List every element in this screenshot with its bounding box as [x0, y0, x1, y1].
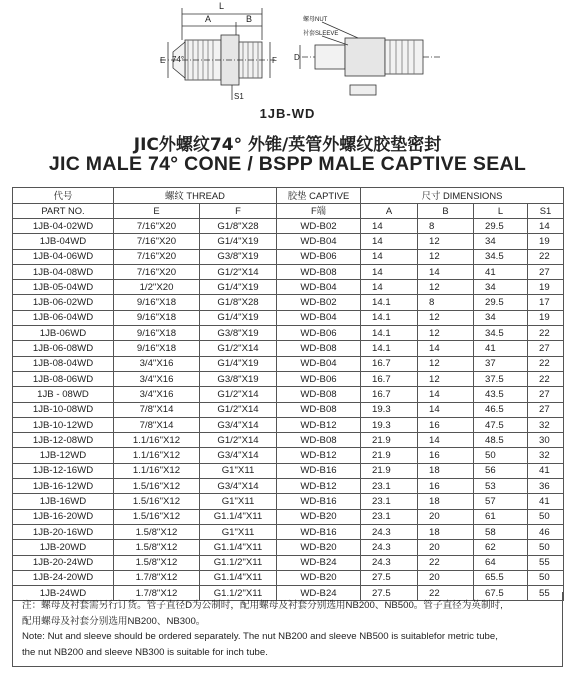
- cell-seal: WD-B16: [277, 524, 361, 539]
- cell-dim-b: 8: [418, 295, 474, 310]
- cell-dim-s1: 50: [528, 509, 564, 524]
- cell-seal: WD-B16: [277, 494, 361, 509]
- cell-dim-a: 14: [361, 234, 418, 249]
- cell-dim-b: 18: [418, 463, 474, 478]
- note-cn-line-2: 配用螺母及衬套分别选用NB200、NB300。: [22, 615, 206, 627]
- cell-seal: WD-B08: [277, 264, 361, 279]
- cell-dim-l: 34.5: [474, 249, 528, 264]
- cell-thread-f: G1/2"X14: [200, 387, 277, 402]
- cell-dim-l: 34.5: [474, 326, 528, 341]
- cell-thread-f: G1.1/2"X11: [200, 555, 277, 570]
- cell-dim-s1: 22: [528, 371, 564, 386]
- header-s1: S1: [528, 203, 564, 219]
- cell-thread-e: 1.5/8"X12: [114, 540, 200, 555]
- cell-seal: WD-B02: [277, 295, 361, 310]
- cell-dim-b: 12: [418, 249, 474, 264]
- table-row: [13, 219, 564, 234]
- cell-dim-s1: 30: [528, 433, 564, 448]
- cell-dim-a: 23.1: [361, 494, 418, 509]
- cell-thread-f: G1"X11: [200, 494, 277, 509]
- cell-seal: WD-B24: [277, 586, 361, 601]
- cell-thread-f: G1/4"X19: [200, 234, 277, 249]
- cell-dim-a: 21.9: [361, 463, 418, 478]
- cell-dim-l: 50: [474, 448, 528, 463]
- cell-dim-b: 14: [418, 433, 474, 448]
- table-row: [13, 463, 564, 478]
- cell-seal: WD-B06: [277, 326, 361, 341]
- cell-dim-l: 47.5: [474, 417, 528, 432]
- cell-dim-s1: 19: [528, 310, 564, 325]
- table-row: [13, 524, 564, 539]
- cell-dim-a: 14.1: [361, 295, 418, 310]
- label-f: F: [272, 56, 277, 65]
- cell-dim-b: 20: [418, 540, 474, 555]
- cell-part-no: 1JB-12-08WD: [13, 433, 114, 448]
- cell-thread-e: 1.7/8"X12: [114, 586, 200, 601]
- page-title-en: JIC MALE 74° CONE / BSPP MALE CAPTIVE SEAL: [48, 153, 527, 175]
- cell-dim-l: 37.5: [474, 371, 528, 386]
- cell-thread-f: G3/4"X14: [200, 479, 277, 494]
- cell-dim-a: 14: [361, 264, 418, 279]
- cell-dim-l: 41: [474, 264, 528, 279]
- cell-dim-l: 37: [474, 356, 528, 371]
- cell-dim-b: 22: [418, 586, 474, 601]
- cell-thread-e: 1.5/16"X12: [114, 509, 200, 524]
- label-b: B: [246, 14, 253, 24]
- cell-dim-a: 21.9: [361, 448, 418, 463]
- cell-thread-f: G1/8"X28: [200, 219, 277, 234]
- cell-dim-b: 16: [418, 417, 474, 432]
- cell-part-no: 1JB-06-02WD: [13, 295, 114, 310]
- cell-seal: WD-B04: [277, 280, 361, 295]
- cell-thread-e: 1.1/16"X12: [114, 433, 200, 448]
- cell-thread-e: 1.5/16"X12: [114, 494, 200, 509]
- label-sleeve: 衬套SLEEVE: [303, 31, 339, 37]
- cell-dim-l: 67.5: [474, 586, 528, 601]
- cell-dim-s1: 27: [528, 387, 564, 402]
- cell-dim-l: 58: [474, 524, 528, 539]
- cell-dim-l: 57: [474, 494, 528, 509]
- cell-seal: WD-B08: [277, 402, 361, 417]
- cell-dim-a: 24.3: [361, 555, 418, 570]
- cell-thread-e: 7/16"X20: [114, 264, 200, 279]
- cell-dim-s1: 36: [528, 479, 564, 494]
- cell-part-no: 1JB-06-04WD: [13, 310, 114, 325]
- cell-seal: WD-B12: [277, 417, 361, 432]
- cell-dim-s1: 27: [528, 402, 564, 417]
- cell-dim-b: 12: [418, 371, 474, 386]
- header-b: B: [418, 203, 474, 219]
- cell-thread-f: G1.1/4"X11: [200, 540, 277, 555]
- cell-dim-a: 14: [361, 249, 418, 264]
- cell-dim-a: 24.3: [361, 540, 418, 555]
- cell-dim-b: 14: [418, 264, 474, 279]
- cell-thread-f: G1.1/4"X11: [200, 570, 277, 585]
- cell-thread-e: 1.1/16"X12: [114, 463, 200, 478]
- table-row: [13, 234, 564, 249]
- header-seal: 胶垫 CAPTIVE: [277, 188, 361, 204]
- cell-part-no: 1JB-04-02WD: [13, 219, 114, 234]
- cell-dim-l: 53: [474, 479, 528, 494]
- cell-thread-f: G3/8"X19: [200, 249, 277, 264]
- cell-seal: WD-B04: [277, 356, 361, 371]
- cell-dim-l: 43.5: [474, 387, 528, 402]
- cell-dim-l: 29.5: [474, 219, 528, 234]
- cell-dim-b: 16: [418, 479, 474, 494]
- cell-dim-a: 14: [361, 280, 418, 295]
- cell-part-no: 1JB-10-08WD: [13, 402, 114, 417]
- cell-part-no: 1JB-16-20WD: [13, 509, 114, 524]
- cell-part-no: 1JB-04-08WD: [13, 264, 114, 279]
- cell-thread-f: G1/2"X14: [200, 433, 277, 448]
- cell-thread-f: G3/4"X14: [200, 448, 277, 463]
- cell-seal: WD-B24: [277, 555, 361, 570]
- table-row: [13, 479, 564, 494]
- cell-thread-f: G1.1/4"X11: [200, 509, 277, 524]
- cell-dim-b: 16: [418, 448, 474, 463]
- cell-seal: WD-B08: [277, 341, 361, 356]
- cell-dim-s1: 17: [528, 295, 564, 310]
- cell-dim-l: 46.5: [474, 402, 528, 417]
- header-dimensions: 尺寸 DIMENSIONS: [361, 188, 564, 204]
- header-f: F: [200, 203, 277, 219]
- table-row: [13, 326, 564, 341]
- cell-part-no: 1JB-20WD: [13, 540, 114, 555]
- cell-dim-s1: 46: [528, 524, 564, 539]
- cell-thread-f: G1/2"X14: [200, 264, 277, 279]
- cell-thread-f: G3/4"X14: [200, 417, 277, 432]
- cell-dim-a: 19.3: [361, 402, 418, 417]
- cell-dim-a: 16.7: [361, 387, 418, 402]
- cell-dim-a: 21.9: [361, 433, 418, 448]
- cell-thread-e: 7/8"X14: [114, 402, 200, 417]
- cell-thread-f: G1/4"X19: [200, 356, 277, 371]
- note-en-line-1: Note: Nut and sleeve should be ordered separately. The nut NB200 and sleeve NB500 is suitablefor metric tube,: [22, 631, 498, 642]
- table-row: [13, 387, 564, 402]
- cell-seal: WD-B12: [277, 448, 361, 463]
- cell-dim-s1: 27: [528, 264, 564, 279]
- cell-seal: WD-B20: [277, 570, 361, 585]
- cell-dim-l: 34: [474, 280, 528, 295]
- cell-part-no: 1JB-05-04WD: [13, 280, 114, 295]
- table-row: [13, 371, 564, 386]
- header-a: A: [361, 203, 418, 219]
- cell-thread-e: 7/16"X20: [114, 234, 200, 249]
- cell-dim-b: 12: [418, 326, 474, 341]
- table-row: [13, 341, 564, 356]
- note-en-line-2: the nut NB200 and sleeve NB300 is suitable for inch tube.: [22, 646, 268, 658]
- note-box: [12, 592, 563, 667]
- cell-dim-s1: 27: [528, 341, 564, 356]
- cell-part-no: 1JB-20-16WD: [13, 524, 114, 539]
- cell-thread-e: 7/16"X20: [114, 249, 200, 264]
- cell-part-no: 1JB-06WD: [13, 326, 114, 341]
- cell-dim-l: 41: [474, 341, 528, 356]
- cell-dim-a: 14.1: [361, 326, 418, 341]
- header-thread: 螺纹 THREAD: [114, 188, 277, 204]
- page-title-cn: JIC外螺纹74° 外锥/英管外螺纹胶垫密封: [133, 135, 442, 155]
- cell-dim-l: 29.5: [474, 295, 528, 310]
- fitting-drawing: [0, 0, 575, 105]
- cell-thread-e: 9/16"X18: [114, 310, 200, 325]
- cell-dim-s1: 55: [528, 586, 564, 601]
- cell-dim-l: 62: [474, 540, 528, 555]
- cell-part-no: 1JB-24-20WD: [13, 570, 114, 585]
- table-row: [13, 402, 564, 417]
- cell-seal: WD-B06: [277, 249, 361, 264]
- cell-thread-e: 9/16"X18: [114, 341, 200, 356]
- cell-dim-a: 19.3: [361, 417, 418, 432]
- cell-dim-l: 64: [474, 555, 528, 570]
- cell-seal: WD-B08: [277, 433, 361, 448]
- table-row: [13, 509, 564, 524]
- table-row: [13, 280, 564, 295]
- cell-thread-e: 1.5/8"X12: [114, 524, 200, 539]
- cell-thread-e: 1/2"X20: [114, 280, 200, 295]
- cell-thread-e: 1.5/16"X12: [114, 479, 200, 494]
- cell-dim-a: 14.1: [361, 310, 418, 325]
- cell-thread-e: 1.5/8"X12: [114, 555, 200, 570]
- cell-seal: WD-B16: [277, 463, 361, 478]
- cell-seal: WD-B08: [277, 387, 361, 402]
- cell-part-no: 1JB-12WD: [13, 448, 114, 463]
- table-row: [13, 310, 564, 325]
- label-e: E: [160, 56, 166, 65]
- label-a: A: [205, 14, 212, 24]
- cell-dim-b: 14: [418, 402, 474, 417]
- cell-dim-b: 12: [418, 234, 474, 249]
- cell-dim-s1: 22: [528, 249, 564, 264]
- header-l: L: [474, 203, 528, 219]
- cell-dim-b: 14: [418, 341, 474, 356]
- table-row: [13, 249, 564, 264]
- cell-part-no: 1JB-16WD: [13, 494, 114, 509]
- cell-thread-f: G1"X11: [200, 463, 277, 478]
- cell-part-no: 1JB-16-12WD: [13, 479, 114, 494]
- table-row: [13, 494, 564, 509]
- label-nut: 螺母NUT: [303, 17, 328, 23]
- cell-dim-a: 24.3: [361, 524, 418, 539]
- cell-dim-l: 34: [474, 310, 528, 325]
- cell-part-no: 1JB-04-06WD: [13, 249, 114, 264]
- cell-dim-s1: 32: [528, 417, 564, 432]
- table-row: [13, 433, 564, 448]
- cell-dim-s1: 32: [528, 448, 564, 463]
- label-s1: S1: [234, 92, 244, 101]
- cell-part-no: 1JB-10-12WD: [13, 417, 114, 432]
- cell-seal: WD-B20: [277, 540, 361, 555]
- cell-thread-f: G1/8"X28: [200, 295, 277, 310]
- table-row: [13, 295, 564, 310]
- spec-table: [12, 187, 564, 601]
- cell-dim-s1: 50: [528, 570, 564, 585]
- cell-dim-b: 12: [418, 356, 474, 371]
- header-e: E: [114, 203, 200, 219]
- cell-dim-a: 16.7: [361, 371, 418, 386]
- cell-part-no: 1JB-06-08WD: [13, 341, 114, 356]
- cell-dim-a: 27.5: [361, 570, 418, 585]
- cell-thread-e: 3/4"X16: [114, 387, 200, 402]
- cell-dim-a: 23.1: [361, 479, 418, 494]
- header-f-end: F端: [277, 203, 361, 219]
- cell-dim-b: 18: [418, 524, 474, 539]
- cell-thread-e: 1.1/16"X12: [114, 448, 200, 463]
- cell-dim-b: 12: [418, 310, 474, 325]
- cell-dim-l: 56: [474, 463, 528, 478]
- note-cn-line-1: 注：螺母及衬套需另行订货。管子直径D为公制时，配用螺母及衬套分别选用NB200、NB500。管子直径为英制时,: [22, 600, 503, 611]
- table-body: [13, 219, 564, 601]
- cell-dim-s1: 41: [528, 463, 564, 478]
- cell-thread-f: G1/2"X14: [200, 341, 277, 356]
- cell-dim-b: 8: [418, 219, 474, 234]
- label-l: L: [219, 1, 225, 11]
- cell-dim-a: 14.1: [361, 341, 418, 356]
- cell-part-no: 1JB-20-24WD: [13, 555, 114, 570]
- cell-thread-f: G1"X11: [200, 524, 277, 539]
- cell-dim-s1: 55: [528, 555, 564, 570]
- cell-seal: WD-B04: [277, 234, 361, 249]
- cell-dim-a: 27.5: [361, 586, 418, 601]
- cell-seal: WD-B04: [277, 310, 361, 325]
- cell-seal: WD-B20: [277, 509, 361, 524]
- cell-dim-l: 48.5: [474, 433, 528, 448]
- label-angle: 74°: [172, 55, 185, 64]
- table-row: [13, 417, 564, 432]
- cell-thread-e: 3/4"X16: [114, 371, 200, 386]
- cell-thread-f: G1/4"X19: [200, 280, 277, 295]
- cell-thread-e: 3/4"X16: [114, 356, 200, 371]
- label-d: D: [294, 53, 300, 62]
- cell-dim-b: 20: [418, 509, 474, 524]
- table-row: [13, 570, 564, 585]
- cell-part-no: 1JB-12-16WD: [13, 463, 114, 478]
- cell-dim-l: 34: [474, 234, 528, 249]
- table-row: [13, 540, 564, 555]
- cell-dim-s1: 50: [528, 540, 564, 555]
- table-row: [13, 356, 564, 371]
- cell-dim-b: 18: [418, 494, 474, 509]
- cell-thread-e: 9/16"X18: [114, 326, 200, 341]
- cell-dim-b: 20: [418, 570, 474, 585]
- cell-dim-s1: 14: [528, 219, 564, 234]
- header-code: 代号: [13, 188, 114, 204]
- cell-part-no: 1JB-24WD: [13, 586, 114, 601]
- cell-thread-f: G1/4"X19: [200, 310, 277, 325]
- cell-seal: WD-B12: [277, 479, 361, 494]
- cell-thread-e: 9/16"X18: [114, 295, 200, 310]
- cell-dim-a: 16.7: [361, 356, 418, 371]
- cell-dim-l: 65.5: [474, 570, 528, 585]
- cell-seal: WD-B02: [277, 219, 361, 234]
- cell-thread-e: 7/16"X20: [114, 219, 200, 234]
- table-row: [13, 448, 564, 463]
- table-row: [13, 264, 564, 279]
- cell-thread-f: G1/2"X14: [200, 402, 277, 417]
- cell-dim-b: 22: [418, 555, 474, 570]
- cell-dim-s1: 19: [528, 234, 564, 249]
- cell-thread-e: 1.7/8"X12: [114, 570, 200, 585]
- cell-part-no: 1JB - 08WD: [13, 387, 114, 402]
- cell-part-no: 1JB-08-06WD: [13, 371, 114, 386]
- cell-seal: WD-B06: [277, 371, 361, 386]
- cell-thread-f: G1.1/2"X11: [200, 586, 277, 601]
- cell-dim-s1: 22: [528, 356, 564, 371]
- cell-part-no: 1JB-04WD: [13, 234, 114, 249]
- cell-thread-f: G3/8"X19: [200, 371, 277, 386]
- cell-dim-s1: 22: [528, 326, 564, 341]
- cell-dim-b: 12: [418, 280, 474, 295]
- cell-dim-l: 61: [474, 509, 528, 524]
- cell-dim-a: 14: [361, 219, 418, 234]
- cell-dim-a: 23.1: [361, 509, 418, 524]
- cell-part-no: 1JB-08-04WD: [13, 356, 114, 371]
- cell-dim-s1: 41: [528, 494, 564, 509]
- cell-thread-f: G3/8"X19: [200, 326, 277, 341]
- table-row: [13, 555, 564, 570]
- cell-dim-b: 14: [418, 387, 474, 402]
- part-code: 1JB-WD: [259, 106, 316, 121]
- cell-dim-s1: 19: [528, 280, 564, 295]
- cell-thread-e: 7/8"X14: [114, 417, 200, 432]
- header-part-no: PART NO.: [13, 203, 114, 219]
